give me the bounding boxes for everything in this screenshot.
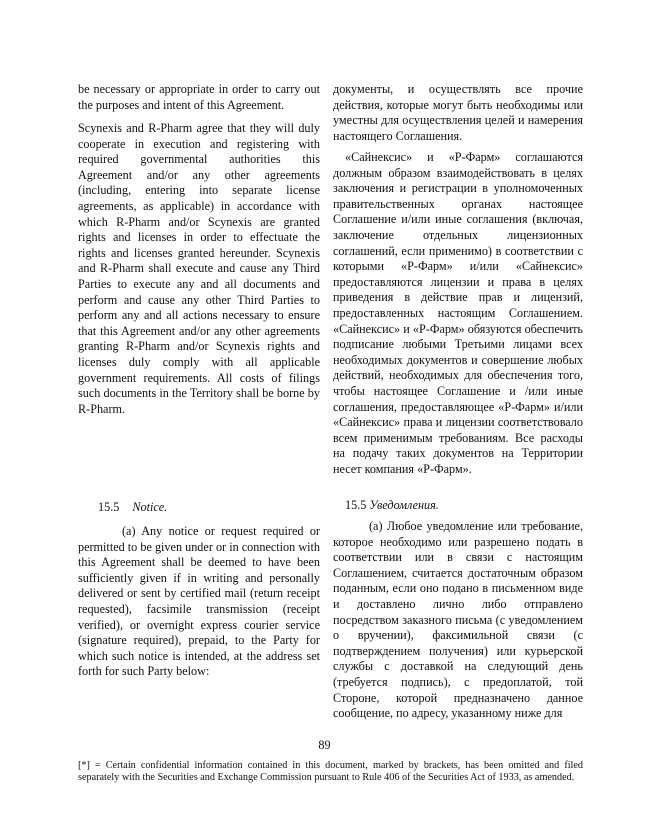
section-number: 15.5 xyxy=(345,498,367,512)
english-paragraph-text: (a) Any notice or request required or permitted to be given under or in connection with this Agreement shall be deemed to have been sufficiently given if in writing and personally delivered or sent by certified mail (return receipt requested), facsimile transmission (receipt verified), or overnight express courier service (signature required), prepaid, to the Party for which such notice is intended, at the address set forth for such Party below: xyxy=(78,524,320,679)
english-section-heading xyxy=(98,500,298,516)
russian-continuation-paragraph xyxy=(333,82,583,144)
english-paragraph-text: Scynexis and R-Pharm agree that they will duly cooperate in execution and registering with required governmental authorities this Agreement and/or any other agreements (including, entering into separate license agreements, as applicable) in accordance with which R-Pharm and/or Scynexis are granted rights and licenses in order to effectuate the rights and licenses granted hereunder. Scynexis and R-Pharm shall execute and cause any Third Parties to execute any and all documents and perform and cause any other Third Parties to perform any and all actions necessary to ensure that this Agreement and/or any other agreements granting R-Pharm and/or Scynexis rights and licenses duly comply with all applicable government requirements. All costs of filings such documents in the Territory shall be borne by R-Pharm. xyxy=(78,121,320,416)
english-continuation-paragraph xyxy=(78,82,320,113)
english-paragraph-text: be necessary or appropriate in order to carry out the purposes and intent of this Agreement. xyxy=(78,82,320,112)
russian-notice-paragraph xyxy=(333,519,583,722)
section-title: Уведомления. xyxy=(369,498,439,512)
russian-paragraph-text: «Сайнексис» и «Р-Фарм» соглашаются должным образом взаимодействовать в целях заключения и регистрации в уполномоченных правительственных органах настоящее Соглашение и/или иные соглашения (включая, заключение отдельных лицензионных соглашений, если применимо) в соответствии с которыми «Р-Фарм» и/или «Сайнексис» предоставляются лицензии и права в целях приведения в действие прав и лицензий, предоставленных настоящим Соглашением. «Сайнексис» и «Р-Фарм» обязуются обеспечить подписание любыми Третьими лицами всех необходимых документов и совершение любых действий, необходимых для обеспечения того, чтобы настоящее Соглашение и /или иные соглашения, предоставляющее «Р-Фарм» и/или «Сайнексис» права и лицензии соответствовало всем применимым требованиям. Все расходы на подачу таких документов на Территории несет компания «Р-Фарм». xyxy=(333,150,583,476)
section-title: Notice. xyxy=(132,500,168,514)
page-number: 89 xyxy=(318,738,331,752)
section-number: 15.5 xyxy=(98,500,120,514)
english-cooperation-paragraph xyxy=(78,121,320,417)
russian-paragraph-text: документы, и осуществлять все прочие действия, которые могут быть необходимы или уместны для осуществления целей и намерения настоящего Соглашения. xyxy=(333,82,583,143)
confidentiality-footnote: [*] = Certain confidential information contained in this document, marked by brackets, has been omitted and filed separately with the Securities and Exchange Commission pursuant to Rule 406 of the Securities Act of 1933, as amended. xyxy=(78,760,583,784)
english-notice-paragraph xyxy=(78,524,320,680)
russian-section-heading xyxy=(345,498,545,514)
russian-cooperation-paragraph xyxy=(333,150,583,477)
russian-paragraph-text: (a) Любое уведомление или требование, которое необходимо или разрешено подать в соответствии или в связи с настоящим Соглашением, считается достаточным образом поданным, если оно подано в письменном виде и доставлено лично либо отправлено посредством заказного письма (с уведомлением о вручении), факсимильной связи (с подтверждением получения) или курьерской службы с доставкой на следующий день (требуется подпись), с предоплатой, той Стороне, которой предназначено данное сообщение, по адресу, указанному ниже для xyxy=(333,519,583,721)
